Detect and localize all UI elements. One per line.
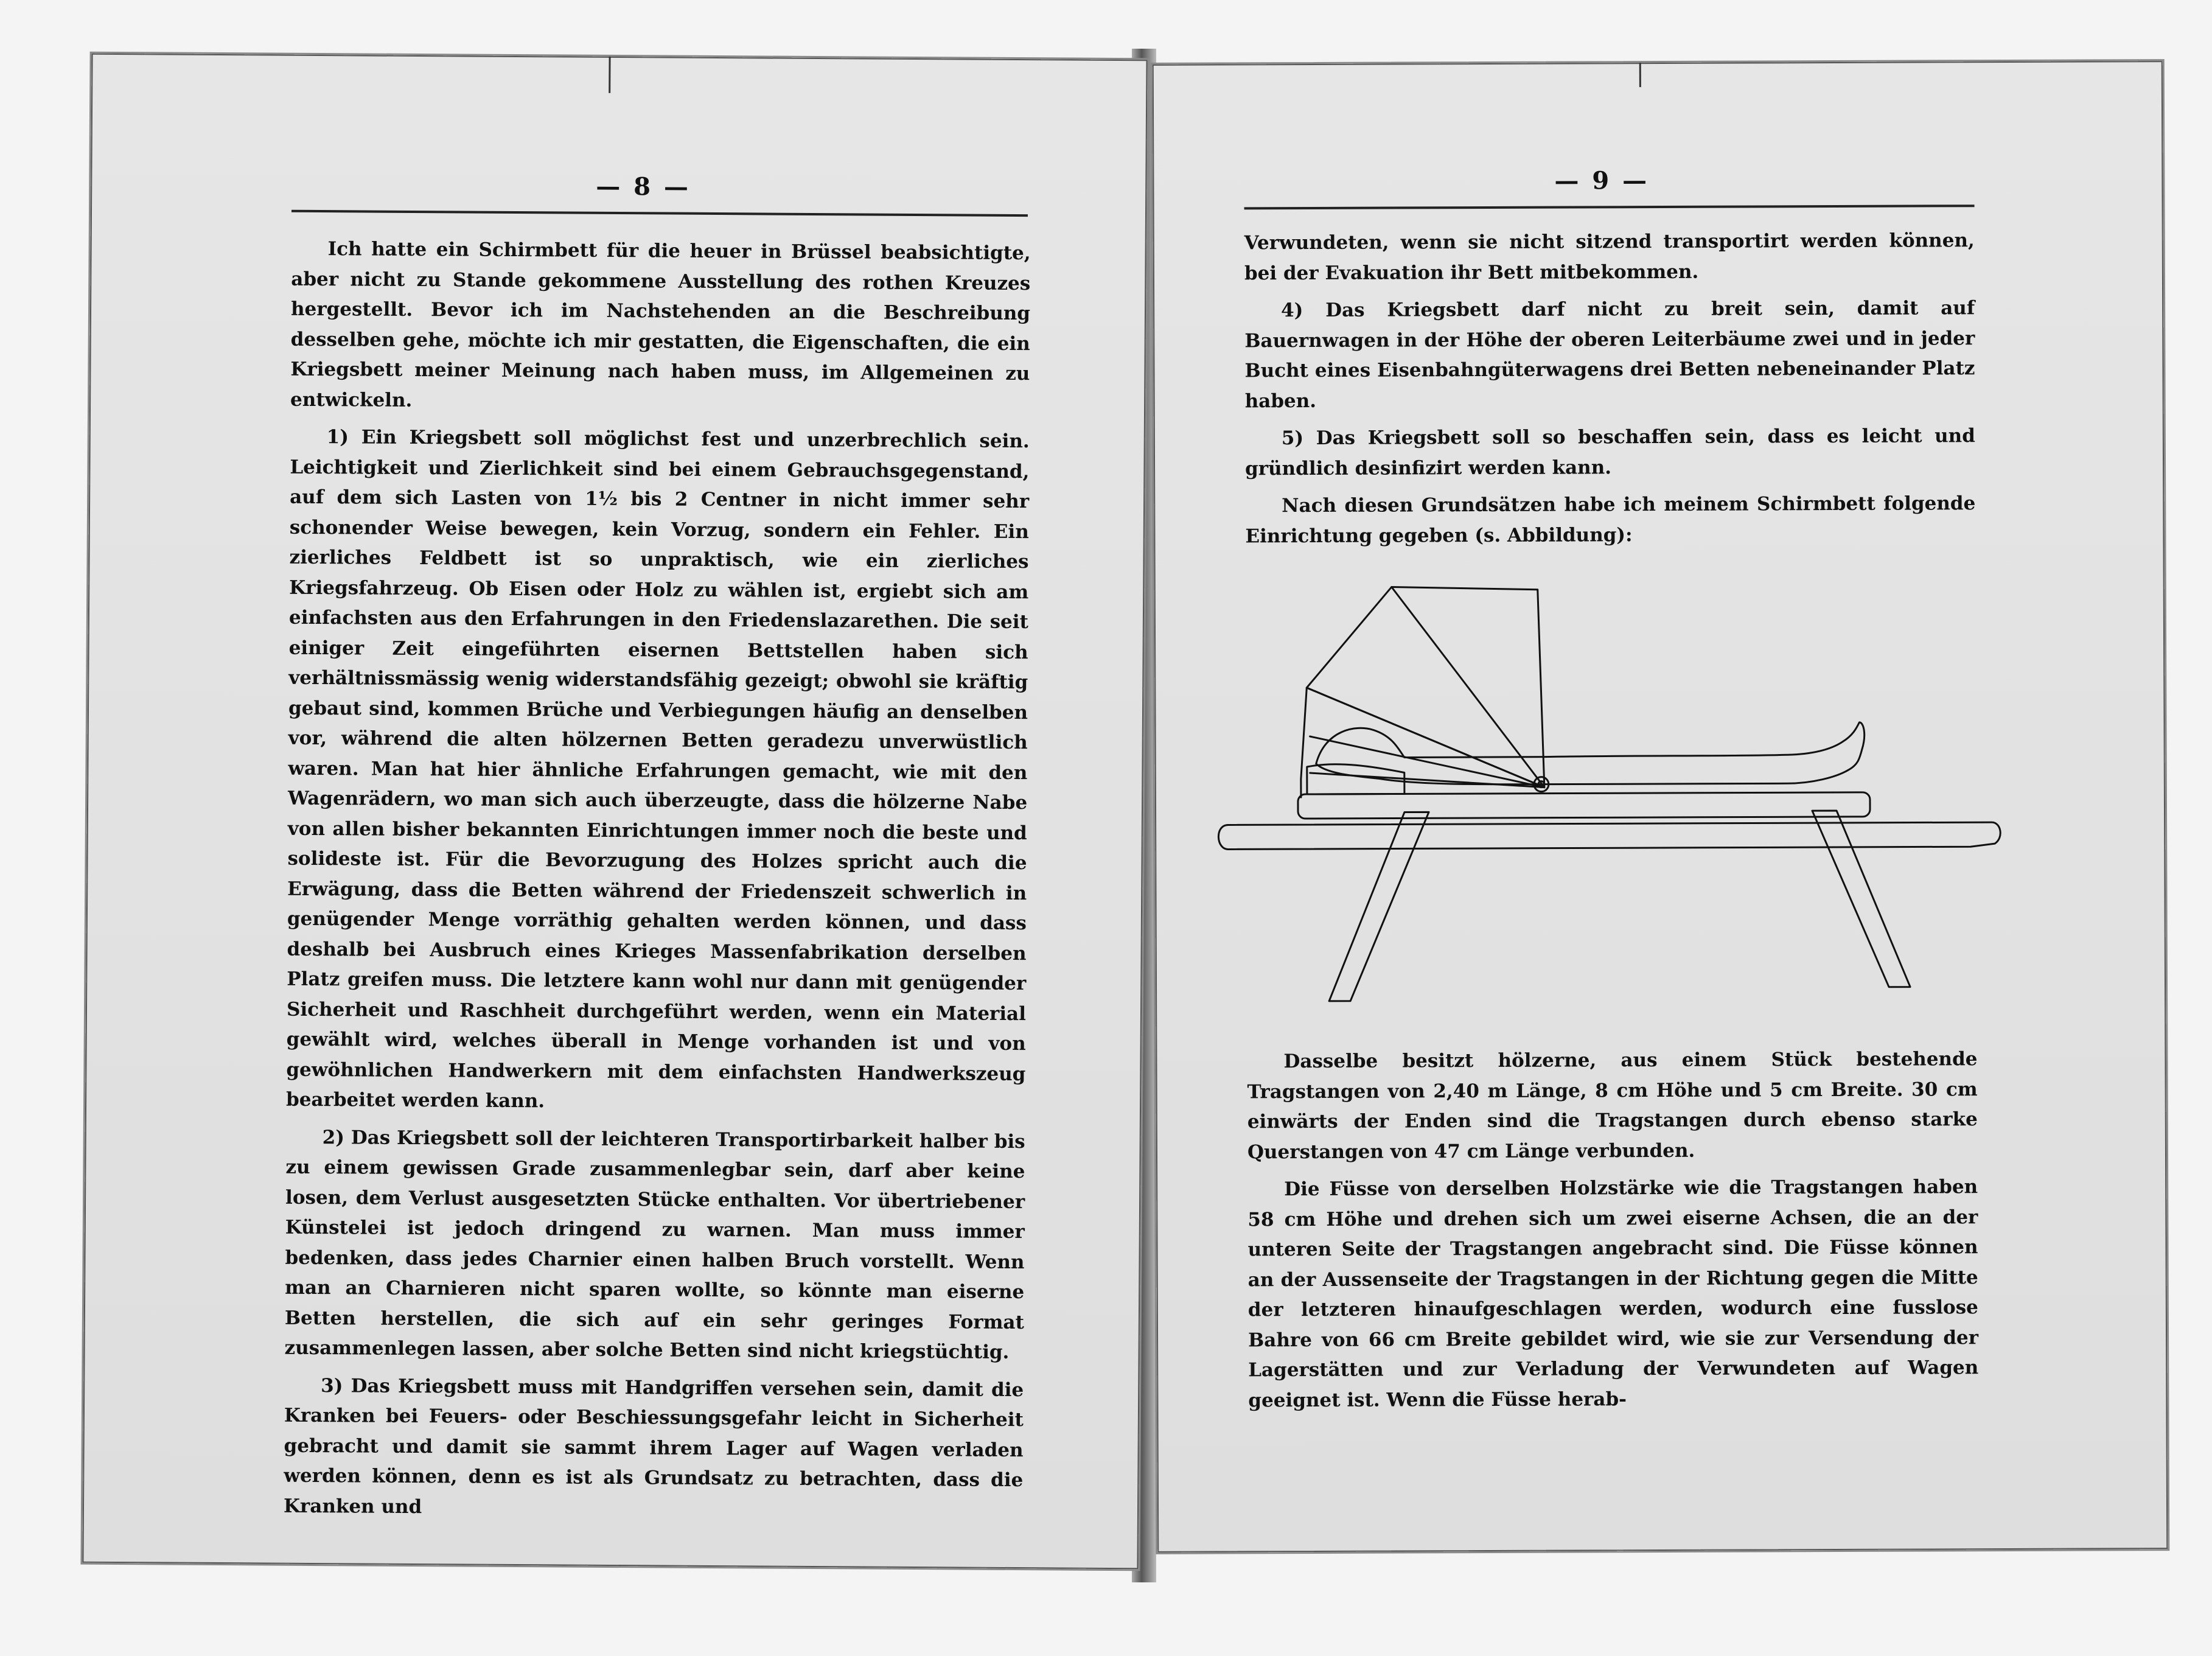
bed-leg [1812,811,1910,988]
page-number: — 9 — [1554,166,1650,195]
page-number: — 8 — [596,172,691,201]
canopy-post [1300,688,1307,797]
paragraph: Dasselbe besitzt hölzerne, aus einem Stück bestehende Tragstangen von 2,40 m Länge, 8 cm Höhe und 5 cm Breite. 30 cm einwärts der Enden sind die Tragstangen durch ebenso starke Querstangen von 47 cm Länge verbunden. [1247,1048,1978,1163]
reclining-figure [1316,722,1865,785]
paragraph: Verwundeten, wenn sie nicht sitzend transportirt werden können, bei der Evakuation ihr Bett mitbekommen. [1244,229,1975,284]
canopy-rib [1307,687,1544,788]
mattress [1298,792,1870,819]
paragraph: 5) Das Kriegsbett soll so beschaffen sein, dass es leicht und gründlich desinfizirt werden kann. [1244,425,1975,480]
paragraph: Nach diesen Grundsätzen habe ich meinem Schirmbett folgende Einrichtung gegeben (s. Abbildung): [1245,492,1976,547]
header-rule [1244,204,1975,209]
left-page [80,52,1149,1571]
bed-rail [1218,822,2000,849]
header-rule [291,210,1028,217]
page-tear-mark [1639,63,1641,87]
right-page [1151,59,2170,1554]
right-page-lower-text [1247,1044,1978,1423]
page-tear-mark [609,57,610,93]
paragraph: 3) Das Kriegsbett muss mit Handgriffen versehen sein, damit die Kranken bei Feuers- oder Beschiessungsgefahr leicht in Sicherheit gebracht und damit sie sammt ihrem Lager auf Wagen verladen werden können, denn es ist als Grundsatz zu betrachten, dass die Kranken und [283,1374,1024,1518]
paragraph: Die Füsse von derselben Holzstärke wie die Tragstangen haben 58 cm Höhe und drehen sich um zwei eiserne Achsen, die an der unteren Seite der Tragstangen angebracht sind. Die Füsse können an der Aussenseite der Tragstangen in der Richtung gegen die Mitte der letzteren hinaufgeschlagen werden, wodurch eine fusslose Bahre von 66 cm Breite gebildet wird, wie sie zur Versendung der Lagerstätten und zur Verladung der Verwundeten auf Wagen geeignet ist. Wenn die Füsse herab- [1247,1176,1979,1411]
paragraph: 2) Das Kriegsbett soll der leichteren Transportirbarkeit halber bis zu einem gewissen Grade zusammenlegbar sein, darf aber keine losen, dem Verlust ausgesetzten Stücke enthalten. Vor übertriebener Künstelei ist jedoch dringend zu warnen. Man muss immer bedenken, dass jedes Charnier einen halben Bruch vorstellt. Wenn man an Charnieren nicht sparen wollte, so könnte man eiserne Betten herstellen, die sich auf ein sehr geringes Format zusammenlegen lassen, aber solche Betten sind nicht kriegstüchtig. [284,1126,1025,1363]
left-page-text [284,234,1031,1533]
bed-leg [1328,812,1429,1001]
right-page-upper-text [1244,226,1976,559]
paragraph: Ich hatte ein Schirmbett für die heuer in Brüssel beabsichtigte, aber nicht zu Stande gekommene Ausstellung des rothen Kreuzes hergestellt. Bevor ich im Nachstehenden an die Beschreibung desselben gehe, möchte ich mir gestatten, die Eigenschaften, die ein Kriegsbett meiner Meinung nach haben muss, im Allgemeinen zu entwickeln. [290,238,1031,411]
schirmbett-illustration [1202,515,2014,1035]
paragraph: 4) Das Kriegsbett darf nicht zu breit sein, damit auf Bauernwagen in der Höhe der oberen Leiterbäume zwei und in jeder Bucht eines Eisenbahngüterwagens drei Betten nebeneinander Platz haben. [1244,297,1975,412]
paragraph: 1) Ein Kriegsbett soll möglichst fest und unzerbrechlich sein. Leichtigkeit und Zierlichkeit sind bei einem Gebrauchsgegenstand, auf dem sich Lasten von 1½ bis 2 Centner in nicht immer sehr schonender Weise bewegen, kein Vorzug, sondern ein Fehler. Ein zierliches Feldbett ist so unpraktisch, wie ein zierliches Kriegsfahrzeug. Ob Eisen oder Holz zu wählen ist, ergiebt sich am einfachsten aus den Erfahrungen in den Friedenslazarethen. Die seit einiger Zeit eingeführten eisernen Bettstellen haben sich verhältnissmässig wenig widerstandsfähig gezeigt; obwohl sie kräftig gebaut sind, kommen Brüche und Verbiegungen häufig an denselben vor, während die alten hölzernen Betten geradezu unverwüstlich waren. Man hat hier ähnliche Erfahrungen gemacht, wie mit den Wagenrädern, wo man sich auch überzeugte, dass die hölzerne Nabe von allen bisher bekannten Einrichtungen immer noch die beste und solideste ist. Für die Bevorzugung des Holzes spricht auch die Erwägung, dass die Betten während der Friedenszeit schwerlich in genügender Menge vorräthig gehalten werden können, und dass deshalb bei Ausbruch eines Krieges Massenfabrikation derselben Platz greifen muss. Die letztere kann wohl nur dann mit genügender Sicherheit und Raschheit durchgeführt werden, wenn ein Material gewählt wird, welches überall in Menge vorhanden ist und von gewöhnlichen Handwerkern mit dem einfachsten Handwerkszeug bearbeitet werden kann. [285,426,1030,1113]
